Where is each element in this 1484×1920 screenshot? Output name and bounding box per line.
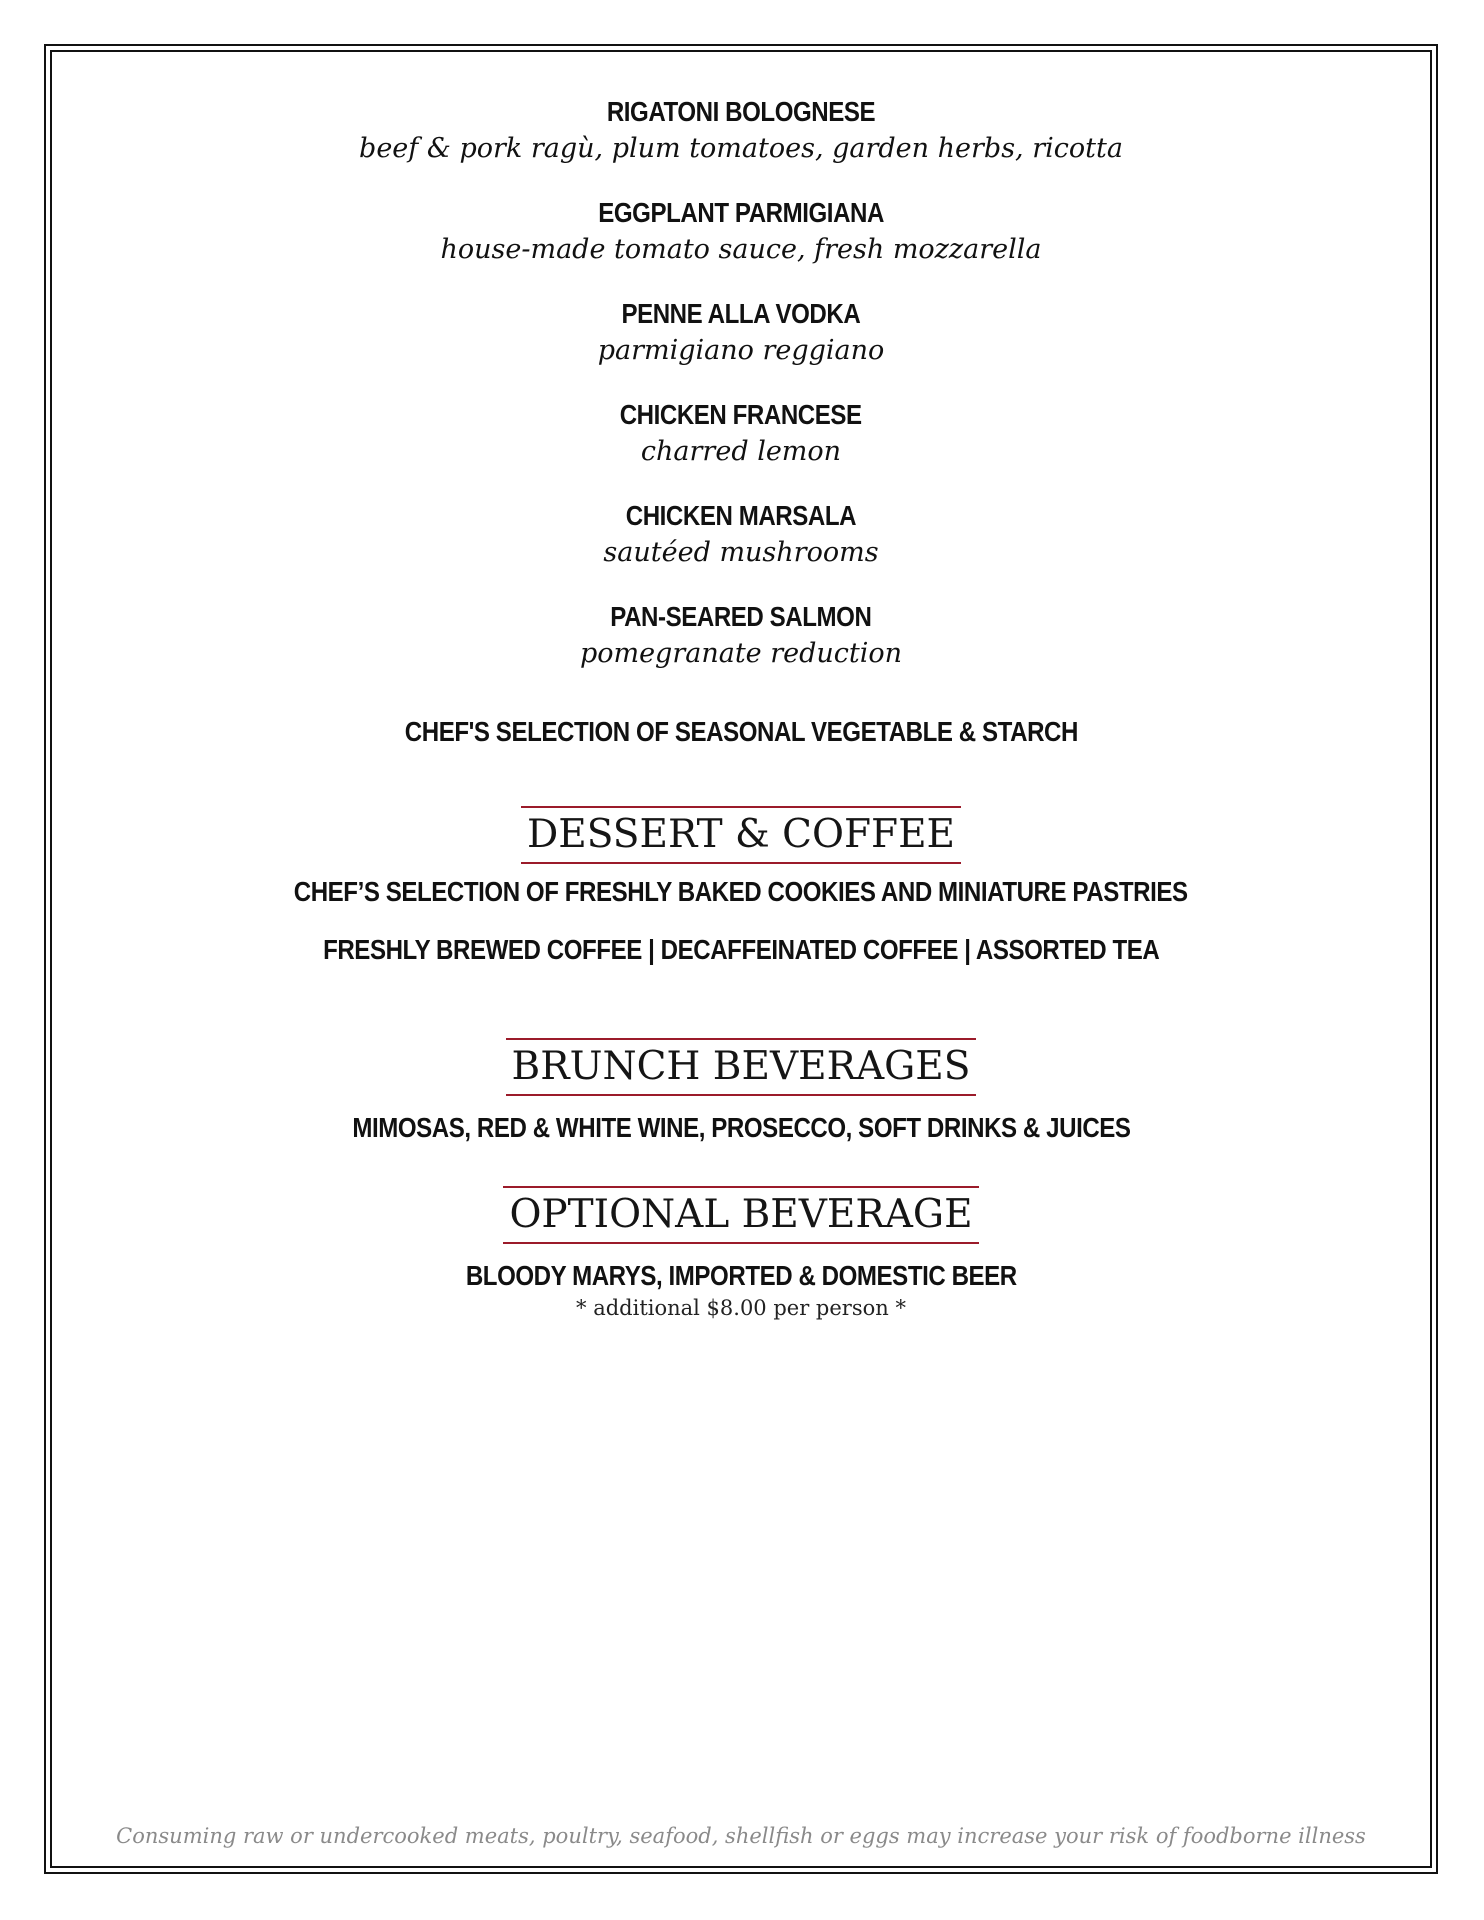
menu-item-name: PENNE ALLA VODKA <box>621 298 861 329</box>
menu-item-description: sautéed mushrooms <box>603 537 879 568</box>
brunch-heading: BRUNCH BEVERAGES <box>506 1038 977 1096</box>
menu-item-description: pomegranate reduction <box>579 638 903 669</box>
menu-item-description: house-made tomato sauce, fresh mozzarella <box>440 234 1042 265</box>
menu-item-name: CHICKEN FRANCESE <box>620 399 862 430</box>
menu-content <box>52 52 1430 1322</box>
menu-item-name: CHICKEN MARSALA <box>625 500 857 531</box>
optional-heading: OPTIONAL BEVERAGE <box>503 1186 978 1244</box>
menu-item <box>52 195 1430 296</box>
menu-item-description: beef & pork ragù, plum tomatoes, garden herbs, ricotta <box>359 133 1123 164</box>
menu-item-description: parmigiano reggiano <box>597 335 885 366</box>
dessert-line-coffee: FRESHLY BREWED COFFEE | DECAFFEINATED COFFEE | ASSORTED TEA <box>322 934 1160 965</box>
brunch-line: MIMOSAS, RED & WHITE WINE, PROSECCO, SOFT DRINKS & JUICES <box>351 1112 1131 1143</box>
optional-line: BLOODY MARYS, IMPORTED & DOMESTIC BEER <box>465 1260 1017 1291</box>
menu-item-description: charred lemon <box>640 436 842 467</box>
dessert-line-pastries: CHEF’S SELECTION OF FRESHLY BAKED COOKIES AND MINIATURE PASTRIES <box>294 876 1188 907</box>
menu-item-name: EGGPLANT PARMIGIANA <box>598 197 884 228</box>
menu-item-name: PAN-SEARED SALMON <box>610 601 872 632</box>
menu-item <box>52 397 1430 498</box>
menu-item-name: RIGATONI BOLOGNESE <box>606 96 876 127</box>
sides-line: CHEF'S SELECTION OF SEASONAL VEGETABLE & STARCH <box>404 716 1078 747</box>
food-safety-disclaimer: Consuming raw or undercooked meats, poultry, seafood, shellfish or eggs may increase your risk of foodborne illness <box>116 1824 1366 1848</box>
dessert-heading: DESSERT & COFFEE <box>521 806 961 864</box>
menu-item <box>52 599 1430 700</box>
menu-item <box>52 296 1430 397</box>
menu-item <box>52 94 1430 195</box>
optional-price-note: * additional $8.00 per person * <box>576 1296 906 1320</box>
menu-item <box>52 498 1430 599</box>
